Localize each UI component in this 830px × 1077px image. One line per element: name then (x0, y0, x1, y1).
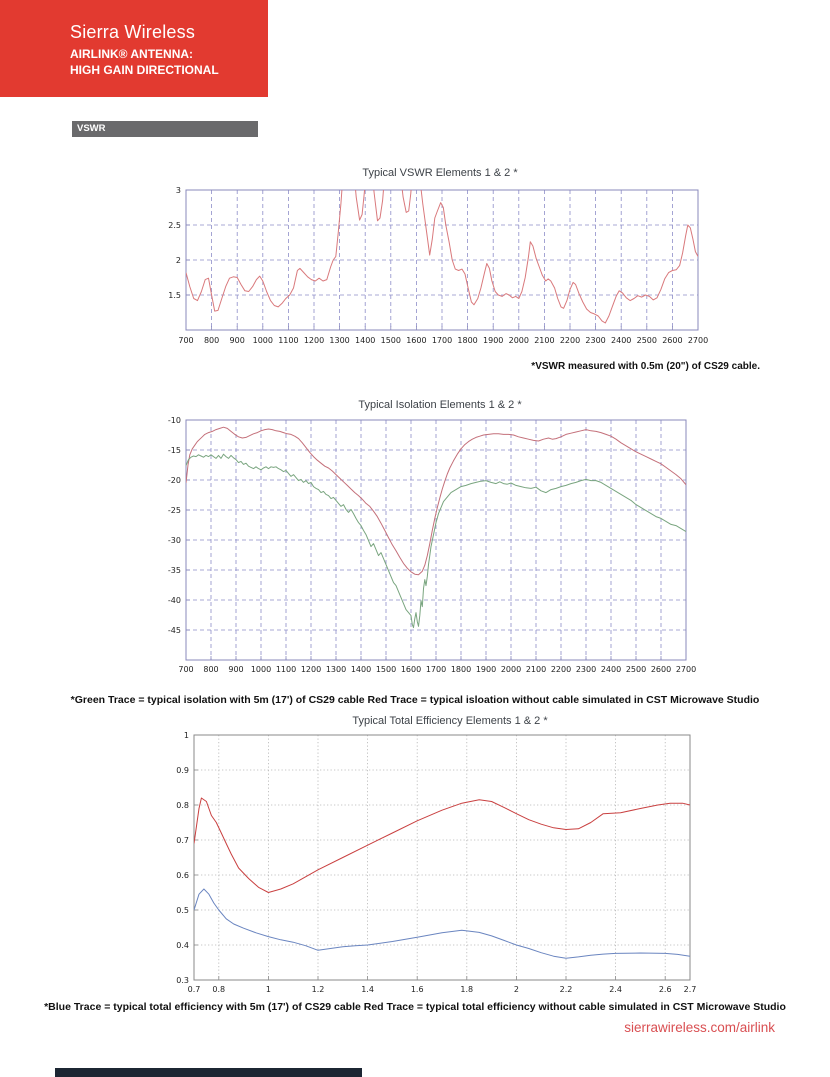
vswr-chart (150, 178, 730, 368)
efficiency-chart (160, 728, 740, 1000)
x-tick-label: 1.6 (410, 985, 424, 994)
x-tick-label: 700 (178, 665, 194, 674)
y-tick-label: -40 (167, 595, 181, 605)
product-title-line1: AIRLINK® ANTENNA: (70, 47, 194, 61)
section-label-bar (72, 121, 258, 137)
y-tick-label: 0.3 (176, 975, 189, 985)
x-tick-label: 800 (203, 336, 220, 345)
y-tick-label: 0.8 (176, 800, 189, 810)
chart-canvas (150, 178, 730, 368)
brand-banner (0, 0, 268, 97)
x-tick-label: 2.7 (683, 985, 697, 994)
y-tick-label: 3 (175, 185, 181, 195)
x-tick-label: 1000 (252, 336, 273, 345)
x-tick-label: 900 (229, 336, 245, 345)
x-tick-label: 1900 (483, 336, 504, 345)
y-tick-label: 0.5 (176, 905, 189, 915)
y-tick-label: 1.5 (168, 290, 181, 300)
x-tick-label: 2200 (559, 336, 581, 345)
x-tick-label: 1700 (431, 336, 453, 345)
y-tick-label: 0.4 (176, 940, 189, 950)
x-tick-label: 1200 (300, 665, 322, 674)
x-tick-label: 2500 (636, 336, 657, 345)
x-tick-label: 1.4 (361, 985, 374, 994)
x-tick-label: 2100 (525, 665, 547, 674)
y-tick-label: -10 (167, 415, 181, 425)
y-tick-label: 2.5 (168, 220, 181, 230)
x-tick-label: 2400 (600, 665, 622, 674)
x-tick-label: 1 (265, 985, 271, 994)
efficiency-blue-trace (194, 889, 690, 958)
y-tick-label: 2 (175, 255, 181, 265)
x-tick-label: 2400 (611, 336, 632, 345)
x-tick-label: 2300 (585, 336, 606, 345)
product-title-line2: HIGH GAIN DIRECTIONAL (70, 63, 219, 77)
x-tick-label: 2000 (508, 336, 529, 345)
efficiency-chart-title: Typical Total Efficiency Elements 1 & 2 * (352, 715, 548, 727)
isolation-caption: *Green Trace = typical isolation with 5m (17') of CS29 cable Red Trace = typical isloation without cable simulated in CST Microwave Studio (70, 694, 760, 706)
x-tick-label: 0.8 (212, 985, 226, 994)
x-tick-label: 2100 (534, 336, 555, 345)
x-tick-label: 1100 (275, 665, 297, 674)
x-tick-label: 1000 (250, 665, 272, 674)
y-tick-label: 0.7 (176, 835, 189, 845)
footer-bar (55, 1068, 362, 1077)
website-link[interactable]: sierrawireless.com/airlink (624, 1020, 775, 1035)
x-tick-label: 700 (178, 336, 194, 345)
x-tick-label: 1100 (278, 336, 299, 345)
x-tick-label: 1500 (380, 336, 401, 345)
x-tick-label: 1600 (406, 336, 427, 345)
x-tick-label: 1700 (425, 665, 447, 674)
isolation-chart (150, 410, 730, 685)
x-tick-label: 1900 (475, 665, 497, 674)
x-tick-label: 800 (203, 665, 219, 674)
y-tick-label: 0.9 (176, 765, 189, 775)
y-tick-label: -45 (167, 625, 181, 635)
y-tick-label: -15 (167, 445, 181, 455)
y-tick-label: 1 (183, 730, 189, 740)
vswr-footnote: *VSWR measured with 0.5m (20") of CS29 cable. (531, 361, 760, 372)
x-tick-label: 900 (228, 665, 244, 674)
x-tick-label: 2.4 (609, 985, 622, 994)
efficiency-caption: *Blue Trace = typical total efficiency with 5m (17') of CS29 cable Red Trace = typical total efficiency without cable simulated in CST Microwave Studio (44, 1001, 786, 1013)
y-tick-label: -35 (167, 565, 181, 575)
x-tick-label: 2600 (662, 336, 683, 345)
x-tick-label: 2200 (550, 665, 572, 674)
x-tick-label: 1800 (457, 336, 478, 345)
x-tick-label: 1400 (355, 336, 376, 345)
x-tick-label: 2.6 (658, 985, 672, 994)
chart-canvas (160, 728, 740, 1000)
x-tick-label: 2600 (650, 665, 672, 674)
y-tick-label: -30 (167, 535, 181, 545)
isolation-chart-title: Typical Isolation Elements 1 & 2 * (358, 399, 522, 411)
x-tick-label: 2700 (675, 665, 697, 674)
x-tick-label: 1.2 (311, 985, 325, 994)
x-tick-label: 1300 (329, 336, 350, 345)
brand-name: Sierra Wireless (70, 22, 196, 42)
x-tick-label: 1400 (350, 665, 372, 674)
x-tick-label: 2 (513, 985, 519, 994)
y-tick-label: 0.6 (176, 870, 189, 880)
x-tick-label: 1600 (400, 665, 422, 674)
x-tick-label: 2700 (687, 336, 709, 345)
x-tick-label: 2.2 (559, 985, 573, 994)
x-tick-label: 2500 (625, 665, 647, 674)
x-tick-label: 0.7 (187, 985, 201, 994)
y-tick-label: -20 (167, 475, 181, 485)
x-tick-label: 1.8 (460, 985, 474, 994)
x-tick-label: 2000 (500, 665, 522, 674)
x-tick-label: 1300 (325, 665, 347, 674)
y-tick-label: -25 (167, 505, 181, 515)
section-label: VSWR (77, 123, 106, 134)
x-tick-label: 2300 (575, 665, 597, 674)
x-tick-label: 1800 (450, 665, 472, 674)
vswr-chart-title: Typical VSWR Elements 1 & 2 * (362, 167, 518, 179)
x-tick-label: 1500 (375, 665, 397, 674)
x-tick-label: 1200 (303, 336, 325, 345)
chart-canvas (150, 410, 730, 685)
